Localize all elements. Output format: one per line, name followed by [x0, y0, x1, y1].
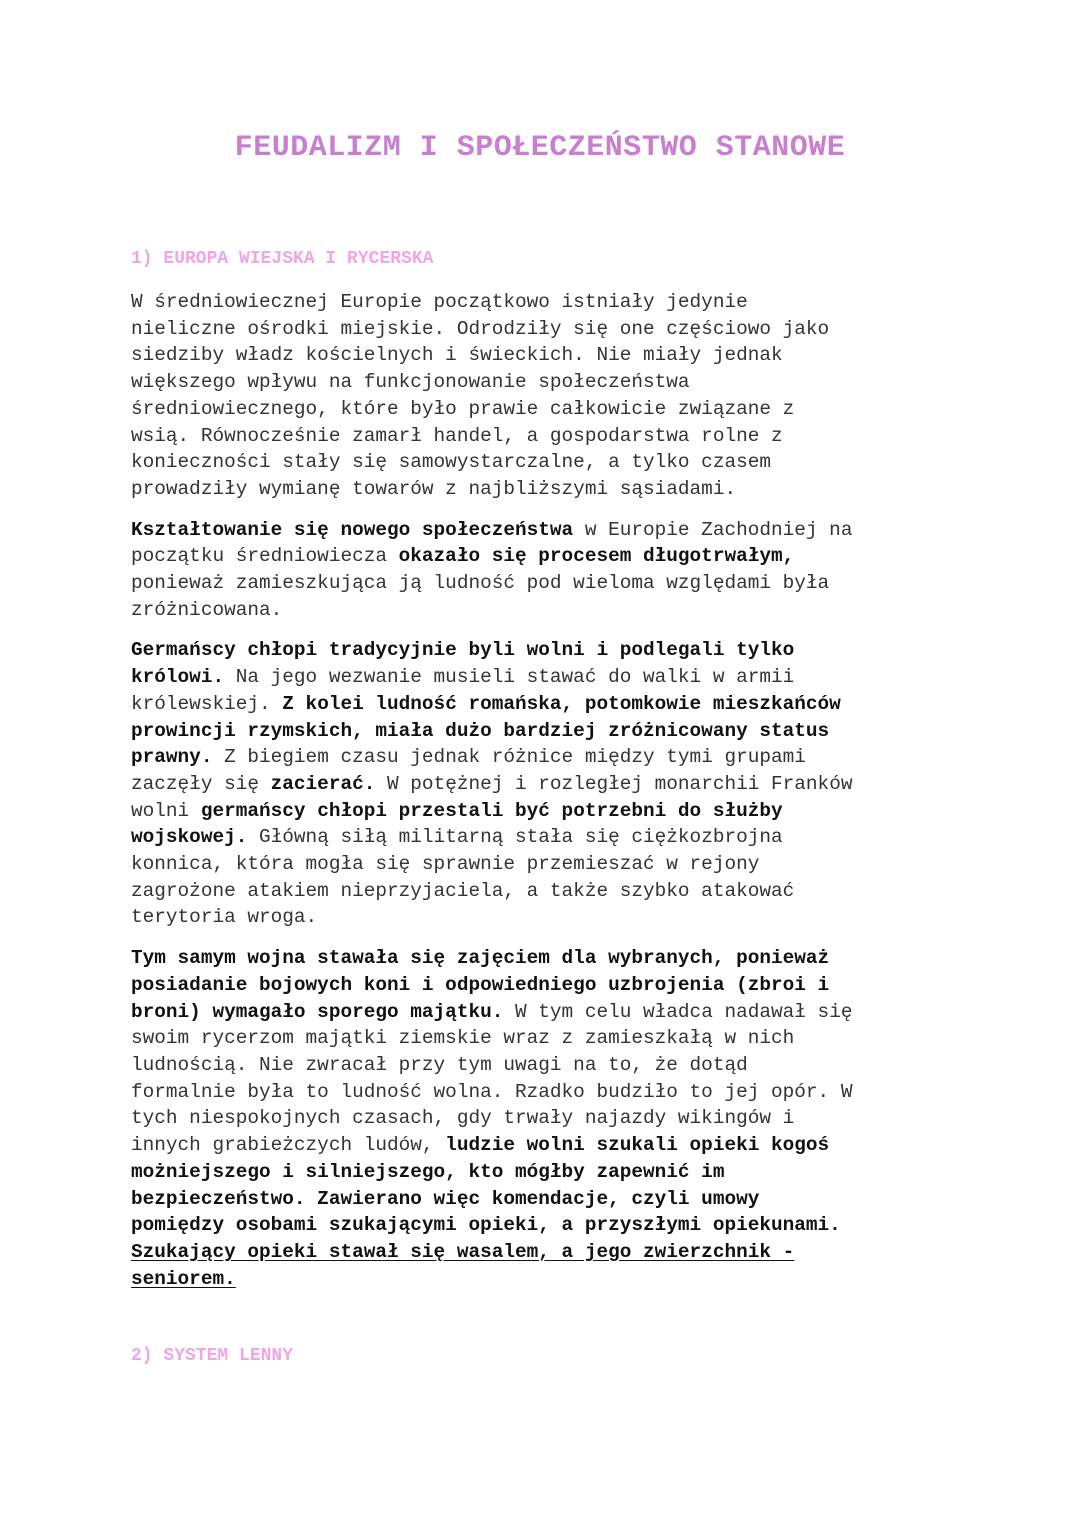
text-line	[131, 637, 961, 664]
plain-text: W potężnej i rozległej monarchii Franków	[375, 772, 853, 795]
bold-text: zacierać.	[270, 772, 376, 795]
text-line: siedziby władz kościelnych i świeckich. Nie miały jednak	[131, 344, 783, 367]
paragraph-4	[131, 945, 961, 1292]
text-line	[131, 691, 961, 718]
text-line	[131, 824, 961, 851]
plain-text: Z biegiem czasu jednak różnice między tymi grupami	[212, 746, 806, 769]
text-line: nieliczne ośrodki miejskie. Odrodziły się one częściowo jako	[131, 317, 830, 340]
bold-text: możniejszego i silniejszego, kto mógłby zapewnić im	[131, 1160, 725, 1183]
text-line: formalnie była to ludność wolna. Rzadko budziło to jej opór. W	[131, 1080, 853, 1103]
plain-text: innych grabieżczych ludów,	[131, 1134, 446, 1157]
plain-text: zaczęły się	[131, 772, 271, 795]
bold-text: prowincji rzymskich, miała dużo bardziej zróżnicowany status	[131, 719, 830, 742]
text-line: konieczności stały się samowystarczalne, a tylko czasem	[131, 451, 771, 474]
text-line	[131, 1239, 961, 1266]
text-line	[131, 543, 961, 570]
underlined-bold-text	[131, 1241, 794, 1263]
plain-text: królewskiej.	[131, 692, 283, 715]
text-line: zagrożone atakiem nieprzyjaciela, a także szybko atakować	[131, 879, 795, 902]
text-line: W średniowiecznej Europie początkowo istniały jedynie	[131, 291, 748, 313]
bold-text: okazało się procesem długotrwałym,	[398, 545, 795, 568]
text-line	[131, 1132, 961, 1159]
bold-text: pomiędzy osobami szukającymi opieki, a przyszłymi opiekunami.	[131, 1214, 841, 1237]
plain-text: początku średniowiecza	[131, 545, 399, 568]
bold-text: prawny.	[131, 746, 213, 769]
paragraph-2	[131, 517, 961, 624]
text-line	[131, 1159, 961, 1186]
text-line	[131, 1186, 961, 1213]
text-line	[131, 972, 961, 999]
bold-text: bezpieczeństwo. Zawierano więc komendacje, czyli umowy	[131, 1187, 760, 1210]
text-line	[131, 798, 961, 825]
plain-text: Główną siłą militarną stała się ciężkozbrojna	[247, 826, 783, 849]
bold-text: Tym samym wojna stawała się zajęciem dla wybranych, ponieważ	[131, 947, 830, 970]
paragraph-3	[131, 637, 961, 931]
bold-text: posiadanie bojowych koni i odpowiedniego uzbrojenia (zbroi i	[131, 973, 830, 996]
section-heading-2: 2) SYSTEM LENNY	[131, 1346, 294, 1366]
text-line: ponieważ zamieszkująca ją ludność pod wieloma względami była	[131, 572, 830, 595]
text-line: tych niespokojnych czasach, gdy trwały najazdy wikingów i	[131, 1107, 795, 1130]
underlined-text: seniorem.	[131, 1267, 236, 1290]
text-line: zróżnicowana.	[131, 598, 283, 621]
underlined-text: Szukający opieki stawał się wasalem, a jego zwierzchnik -	[131, 1240, 795, 1263]
bold-text: Z kolei ludność romańska, potomkowie mieszkańców	[282, 692, 841, 715]
plain-text: w Europie Zachodniej na	[573, 518, 853, 541]
text-line: wsią. Równocześnie zamarł handel, a gospodarstwa rolne z	[131, 424, 783, 447]
text-line	[131, 1266, 961, 1293]
bold-text: broni) wymagało sporego majątku.	[131, 1000, 504, 1023]
text-line: średniowiecznego, które było prawie całkowicie związane z	[131, 397, 795, 420]
bold-text: germańscy chłopi przestali być potrzebni do służby	[200, 799, 783, 822]
plain-text: W tym celu władca nadawał się	[503, 1000, 853, 1023]
bold-text: Kształtowanie się nowego społeczeństwa	[131, 518, 574, 541]
plain-text: Na jego wezwanie musieli stawać do walki w armii	[224, 666, 795, 689]
text-line	[131, 664, 961, 691]
text-line	[131, 517, 961, 544]
text-line: ludnością. Nie zwracał przy tym uwagi na to, że dotąd	[131, 1053, 748, 1076]
text-line: prowadziły wymianę towarów z najbliższymi sąsiadami.	[131, 477, 737, 500]
text-line	[131, 999, 961, 1026]
text-line: swoim rycerzom majątki ziemskie wraz z zamieszkałą w nich	[131, 1027, 795, 1050]
text-line	[131, 718, 961, 745]
bold-text: Germańscy chłopi tradycyjnie byli wolni i podlegali tylko	[131, 639, 795, 662]
page-title: FEUDALIZM I SPOŁECZEŃSTWO STANOWE	[234, 131, 846, 165]
plain-text: wolni	[131, 799, 201, 822]
text-line	[131, 744, 961, 771]
underlined-bold-text	[131, 1268, 236, 1290]
text-line: większego wpływu na funkcjonowanie społeczeństwa	[131, 371, 690, 394]
bold-text: wojskowej.	[131, 826, 248, 849]
bold-text: królowi.	[131, 666, 225, 689]
text-line: terytoria wroga.	[131, 906, 318, 929]
text-line	[131, 1212, 961, 1239]
text-line: konnica, która mogła się sprawnie przemieszać w rejony	[131, 853, 760, 876]
text-line	[131, 945, 961, 972]
text-line	[131, 771, 961, 798]
paragraph-1	[131, 289, 961, 503]
section-heading-1: 1) EUROPA WIEJSKA I RYCERSKA	[131, 249, 434, 269]
bold-text: ludzie wolni szukali opieki kogoś	[445, 1134, 830, 1157]
section-1-body	[131, 289, 961, 1306]
